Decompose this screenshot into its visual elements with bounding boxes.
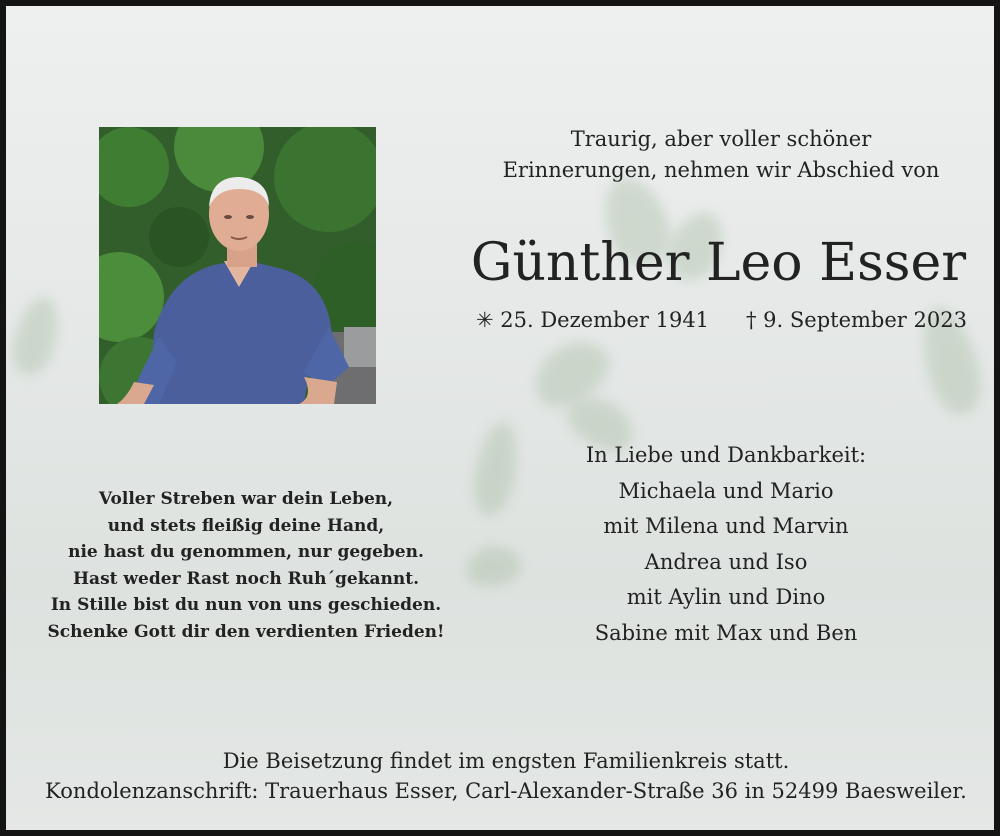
- background-leaf: [463, 542, 524, 591]
- poem-line: Schenke Gott dir den verdienten Frieden!: [47, 621, 445, 642]
- deceased-name: Günther Leo Esser: [470, 233, 967, 293]
- mourner-entry: Sabine mit Max und Ben: [594, 620, 858, 645]
- portrait-photo: [99, 127, 376, 404]
- poem-line: nie hast du genommen, nur gegeben.: [68, 542, 424, 562]
- mourners-heading: In Liebe und Dankbarkeit:: [585, 443, 867, 467]
- birth-date: ✳ 25. Dezember 1941: [476, 308, 710, 332]
- background-leaf: [468, 418, 524, 519]
- poem-line: Hast weder Rast noch Ruh´gekannt.: [73, 568, 419, 589]
- background-leaf: [6, 292, 65, 380]
- mourner-entry: Michaela und Mario: [618, 478, 834, 503]
- mourner-entry: Andrea und Iso: [644, 549, 808, 574]
- mourner-entry: mit Aylin und Dino: [626, 585, 826, 609]
- death-date: † 9. September 2023: [746, 308, 967, 332]
- intro-text: [476, 124, 966, 186]
- portrait-illustration: [99, 127, 376, 404]
- mourner-entry: mit Milena und Marvin: [603, 514, 849, 538]
- poem-line: und stets fleißig deine Hand,: [107, 515, 385, 536]
- poem: [26, 486, 466, 645]
- intro-line: Traurig, aber voller schöner: [570, 127, 872, 151]
- mourners-list: [536, 438, 916, 651]
- poem-line: In Stille bist du nun von uns geschieden.: [50, 595, 442, 615]
- intro-line: Erinnerungen, nehmen wir Abschied von: [502, 158, 940, 182]
- poem-line: Voller Streben war dein Leben,: [98, 489, 394, 509]
- condolence-address: Kondolenzanschrift: Trauerhaus Esser, Carl-Alexander-Straße 36 in 52499 Baesweiler.: [45, 779, 967, 803]
- funeral-notice: [6, 746, 1000, 806]
- burial-info: Die Beisetzung findet im engsten Familienkreis statt.: [222, 749, 790, 773]
